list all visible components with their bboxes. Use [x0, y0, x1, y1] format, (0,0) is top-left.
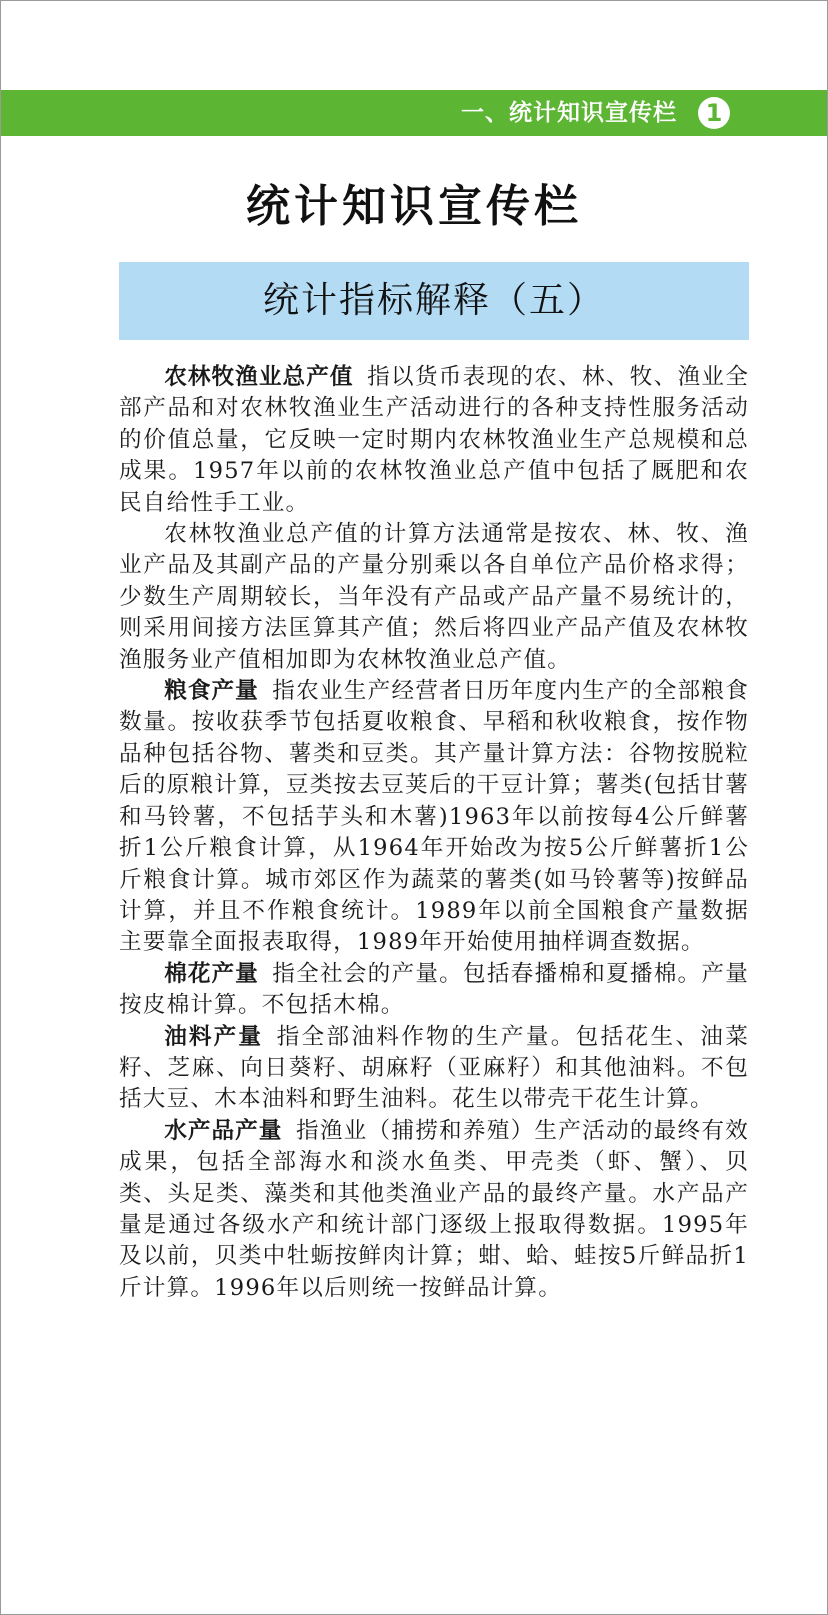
term-heading: 棉花产量: [164, 960, 259, 987]
page-number-badge: 1: [698, 97, 730, 129]
page-title: 统计知识宣传栏: [246, 181, 582, 232]
section-title: 一、统计知识宣传栏: [461, 100, 677, 126]
term-heading: 粮食产量: [164, 678, 259, 705]
paragraph-text: 指渔业（捕捞和养殖）生产活动的最终有效成果，包括全部海水和淡水鱼类、甲壳类（虾、蟹）、贝类、头足类、藻类和其他类渔业产品的最终产量。水产品产量是通过各级水产和统计部门逐级上报取得数据。1995年及以前，贝类中牡蛎按鲜肉计算；蚶、蛤、蛙按5斤鲜品折1斤计算。1996年以后则统一按鲜品计算。: [119, 1117, 749, 1301]
paragraph-text: 农林牧渔业总产值的计算方法通常是按农、林、牧、渔业产品及其副产品的产量分别乘以各自单位产品价格求得；少数生产周期较长，当年没有产品或产品产量不易统计的，则采用间接方法匡算其产值；然后将四业产品产值及农林牧渔服务业产值相加即为农林牧渔业总产值。: [119, 521, 749, 673]
paragraph-text: 指以货币表现的农、林、牧、渔业全部产品和对农林牧渔业生产活动进行的各种支持性服务活动的价值总量，它反映一定时期内农林牧渔业生产总规模和总成果。1957年以前的农林牧渔业总产值中包括了厩肥和农民自给性手工业。: [119, 364, 750, 516]
paragraph-text: 指农业生产经营者日历年度内生产的全部粮食数量。按收获季节包括夏收粮食、早稻和秋收粮食，按作物品种包括谷物、薯类和豆类。其产量计算方法：谷物按脱粒后的原粮计算，豆类按去豆荚后的干豆计算；薯类(包括甘薯和马铃薯，不包括芋头和木薯)1963年以前按每4公斤鲜薯折1公斤粮食计算，从1964年开始改为按5公斤鲜薯折1公斤粮食计算。城市郊区作为蔬菜的薯类(如马铃薯等)按鲜品计算，并且不作粮食统计。1989年以前全国粮食产量数据主要靠全面报表取得，1989年开始使用抽样调查数据。: [119, 678, 750, 956]
paragraph-text: 指全部油料作物的生产量。包括花生、油菜籽、芝麻、向日葵籽、胡麻籽（亚麻籽）和其他油料。不包括大豆、木本油料和野生油料。花生以带壳干花生计算。: [119, 1023, 749, 1113]
paragraph: [119, 362, 749, 519]
paragraph: [119, 1116, 749, 1304]
paragraph-text: 指全社会的产量。包括春播棉和夏播棉。产量按皮棉计算。不包括木棉。: [119, 960, 750, 1019]
term-heading: 农林牧渔业总产值: [164, 364, 354, 390]
section-header-bar: [1, 90, 827, 136]
term-heading: 水产品产量: [164, 1117, 283, 1144]
term-heading: 油料产量: [164, 1023, 264, 1050]
paragraph: [119, 959, 749, 1022]
paragraph: [119, 1022, 749, 1116]
paragraph: [119, 676, 749, 959]
subtitle-banner: [119, 262, 749, 340]
paragraph: [119, 519, 749, 676]
article-body: [119, 362, 749, 1304]
subtitle: 统计指标解释（五）: [262, 280, 605, 321]
